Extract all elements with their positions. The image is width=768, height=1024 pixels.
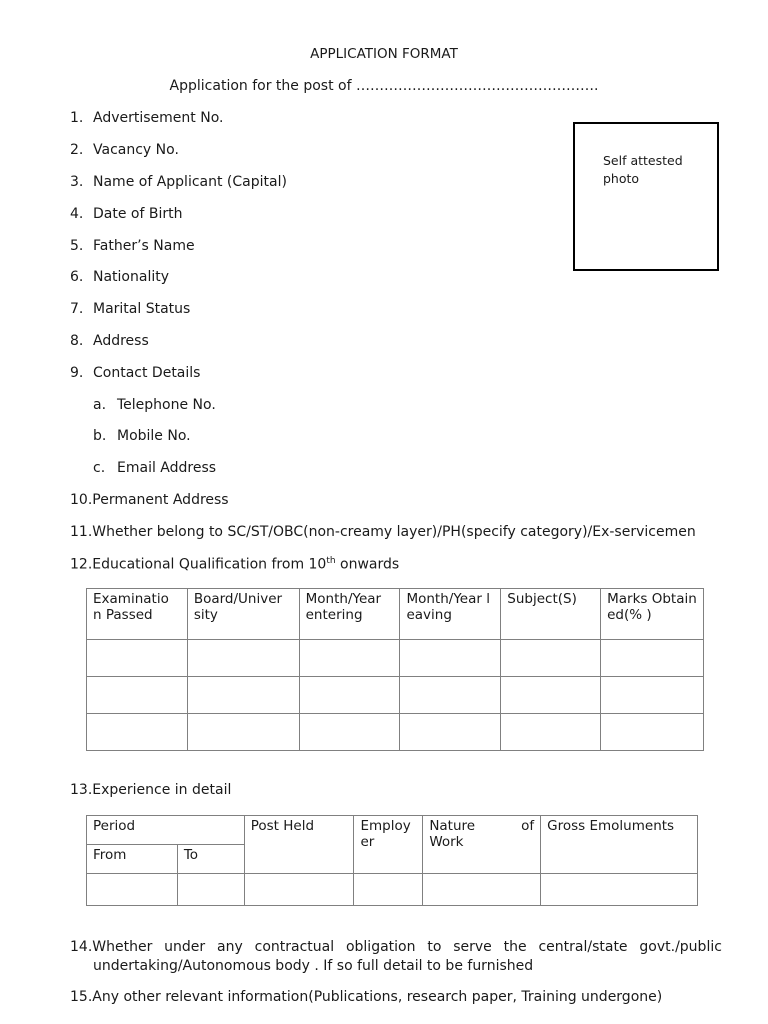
item-label: Address	[93, 333, 149, 349]
word: central/state	[538, 939, 628, 955]
table-cell	[601, 714, 704, 751]
item-label: Advertisement No.	[93, 110, 224, 126]
item-number: 7.	[70, 301, 84, 317]
column-header: Subject(S)	[501, 589, 601, 640]
column-header: Board/Univer sity	[187, 589, 299, 640]
item-category: 11.Whether belong to SC/ST/OBC(non-creamy layer)/PH(specify category)/Ex-servicemen	[70, 524, 696, 540]
header-post-held: Post Held	[244, 816, 354, 874]
list-item	[70, 174, 287, 190]
item-number: 8.	[70, 333, 84, 349]
item-number: 2.	[70, 142, 84, 158]
item-number: 6.	[70, 269, 84, 285]
header-nature-of-work: Nature of Work	[423, 816, 541, 874]
table-cell	[400, 714, 501, 751]
list-item	[70, 142, 179, 158]
education-header-row	[87, 589, 704, 640]
item-label: Father’s Name	[93, 238, 195, 254]
table-cell	[187, 714, 299, 751]
experience-header-row	[87, 816, 698, 845]
table-cell	[87, 714, 188, 751]
photo-box-label: Self attested photo	[603, 153, 683, 186]
photo-box	[573, 122, 719, 271]
subitem-letter: a.	[93, 397, 107, 413]
table-cell	[400, 640, 501, 677]
item-number: 1.	[70, 110, 84, 126]
list-item	[93, 397, 216, 413]
table-cell	[541, 874, 698, 906]
subitem-label: Telephone No.	[117, 397, 216, 413]
table-cell	[299, 714, 400, 751]
list-item	[70, 269, 169, 285]
list-item	[93, 428, 191, 444]
column-header: Month/Year entering	[299, 589, 400, 640]
item-number: 3.	[70, 174, 84, 190]
subitem-label: Email Address	[117, 460, 217, 476]
header-gross-emoluments: Gross Emoluments	[541, 816, 698, 874]
header-period: Period	[87, 816, 245, 845]
list-item	[70, 206, 182, 222]
word: 14.Whether	[70, 939, 153, 955]
item-permanent-address: 10.Permanent Address	[70, 492, 229, 508]
item-number: 4.	[70, 206, 84, 222]
list-item	[70, 301, 190, 317]
item-label: Marital Status	[93, 301, 191, 317]
item-number: 5.	[70, 238, 84, 254]
table-cell	[87, 874, 178, 906]
experience-table	[86, 815, 698, 906]
item-label: Vacancy No.	[93, 142, 179, 158]
subitem-label: Mobile No.	[117, 428, 191, 444]
word: serve	[453, 939, 492, 955]
list-item	[93, 460, 216, 476]
experience-empty-row	[87, 874, 698, 906]
word: govt./public	[639, 939, 722, 955]
table-cell	[244, 874, 354, 906]
item-number: 9.	[70, 365, 84, 381]
item-educational-qualification: 12.Educational Qualification from 10th onwards	[70, 556, 400, 573]
word: the	[503, 939, 527, 955]
list-item	[70, 110, 223, 126]
item-label: Name of Applicant (Capital)	[93, 174, 287, 190]
item-other-information: 15.Any other relevant information(Publications, research paper, Training undergone)	[70, 989, 663, 1005]
word: obligation	[345, 939, 416, 955]
table-row	[87, 640, 704, 677]
column-header: Marks Obtained(% )	[601, 589, 704, 640]
word: under	[164, 939, 206, 955]
education-table	[86, 588, 704, 751]
list-item	[70, 365, 200, 381]
item-label: Nationality	[93, 269, 170, 285]
table-cell	[601, 640, 704, 677]
table-row	[87, 714, 704, 751]
item-contractual-obligation	[70, 938, 722, 976]
table-cell	[187, 640, 299, 677]
header-to: To	[177, 845, 244, 874]
item14-line2: undertaking/Autonomous body . If so full detail to be furnished	[93, 958, 534, 974]
subitem-letter: c.	[93, 460, 106, 476]
column-header: Month/Year leaving	[400, 589, 501, 640]
table-cell	[187, 677, 299, 714]
table-cell	[501, 714, 601, 751]
table-cell	[354, 874, 423, 906]
list-item	[70, 333, 149, 349]
word: contractual	[254, 939, 335, 955]
item14-line1	[70, 938, 722, 957]
item-experience: 13.Experience in detail	[70, 782, 232, 798]
item-label: Contact Details	[93, 365, 201, 381]
table-cell	[501, 677, 601, 714]
list-item	[70, 238, 195, 254]
post-applied-line: Application for the post of …………………………………………….	[169, 78, 599, 94]
table-cell	[501, 640, 601, 677]
table-cell	[87, 640, 188, 677]
word: to	[427, 939, 442, 955]
header-from: From	[87, 845, 178, 874]
header-employer: Employ er	[354, 816, 423, 874]
table-cell	[299, 677, 400, 714]
word: any	[217, 939, 243, 955]
table-row	[87, 677, 704, 714]
table-cell	[87, 677, 188, 714]
item-label: Date of Birth	[93, 206, 183, 222]
table-cell	[601, 677, 704, 714]
table-cell	[400, 677, 501, 714]
subitem-letter: b.	[93, 428, 107, 444]
column-header: Examinatio n Passed	[87, 589, 188, 640]
table-cell	[177, 874, 244, 906]
page-title: APPLICATION FORMAT	[310, 46, 458, 62]
table-cell	[299, 640, 400, 677]
table-cell	[423, 874, 541, 906]
